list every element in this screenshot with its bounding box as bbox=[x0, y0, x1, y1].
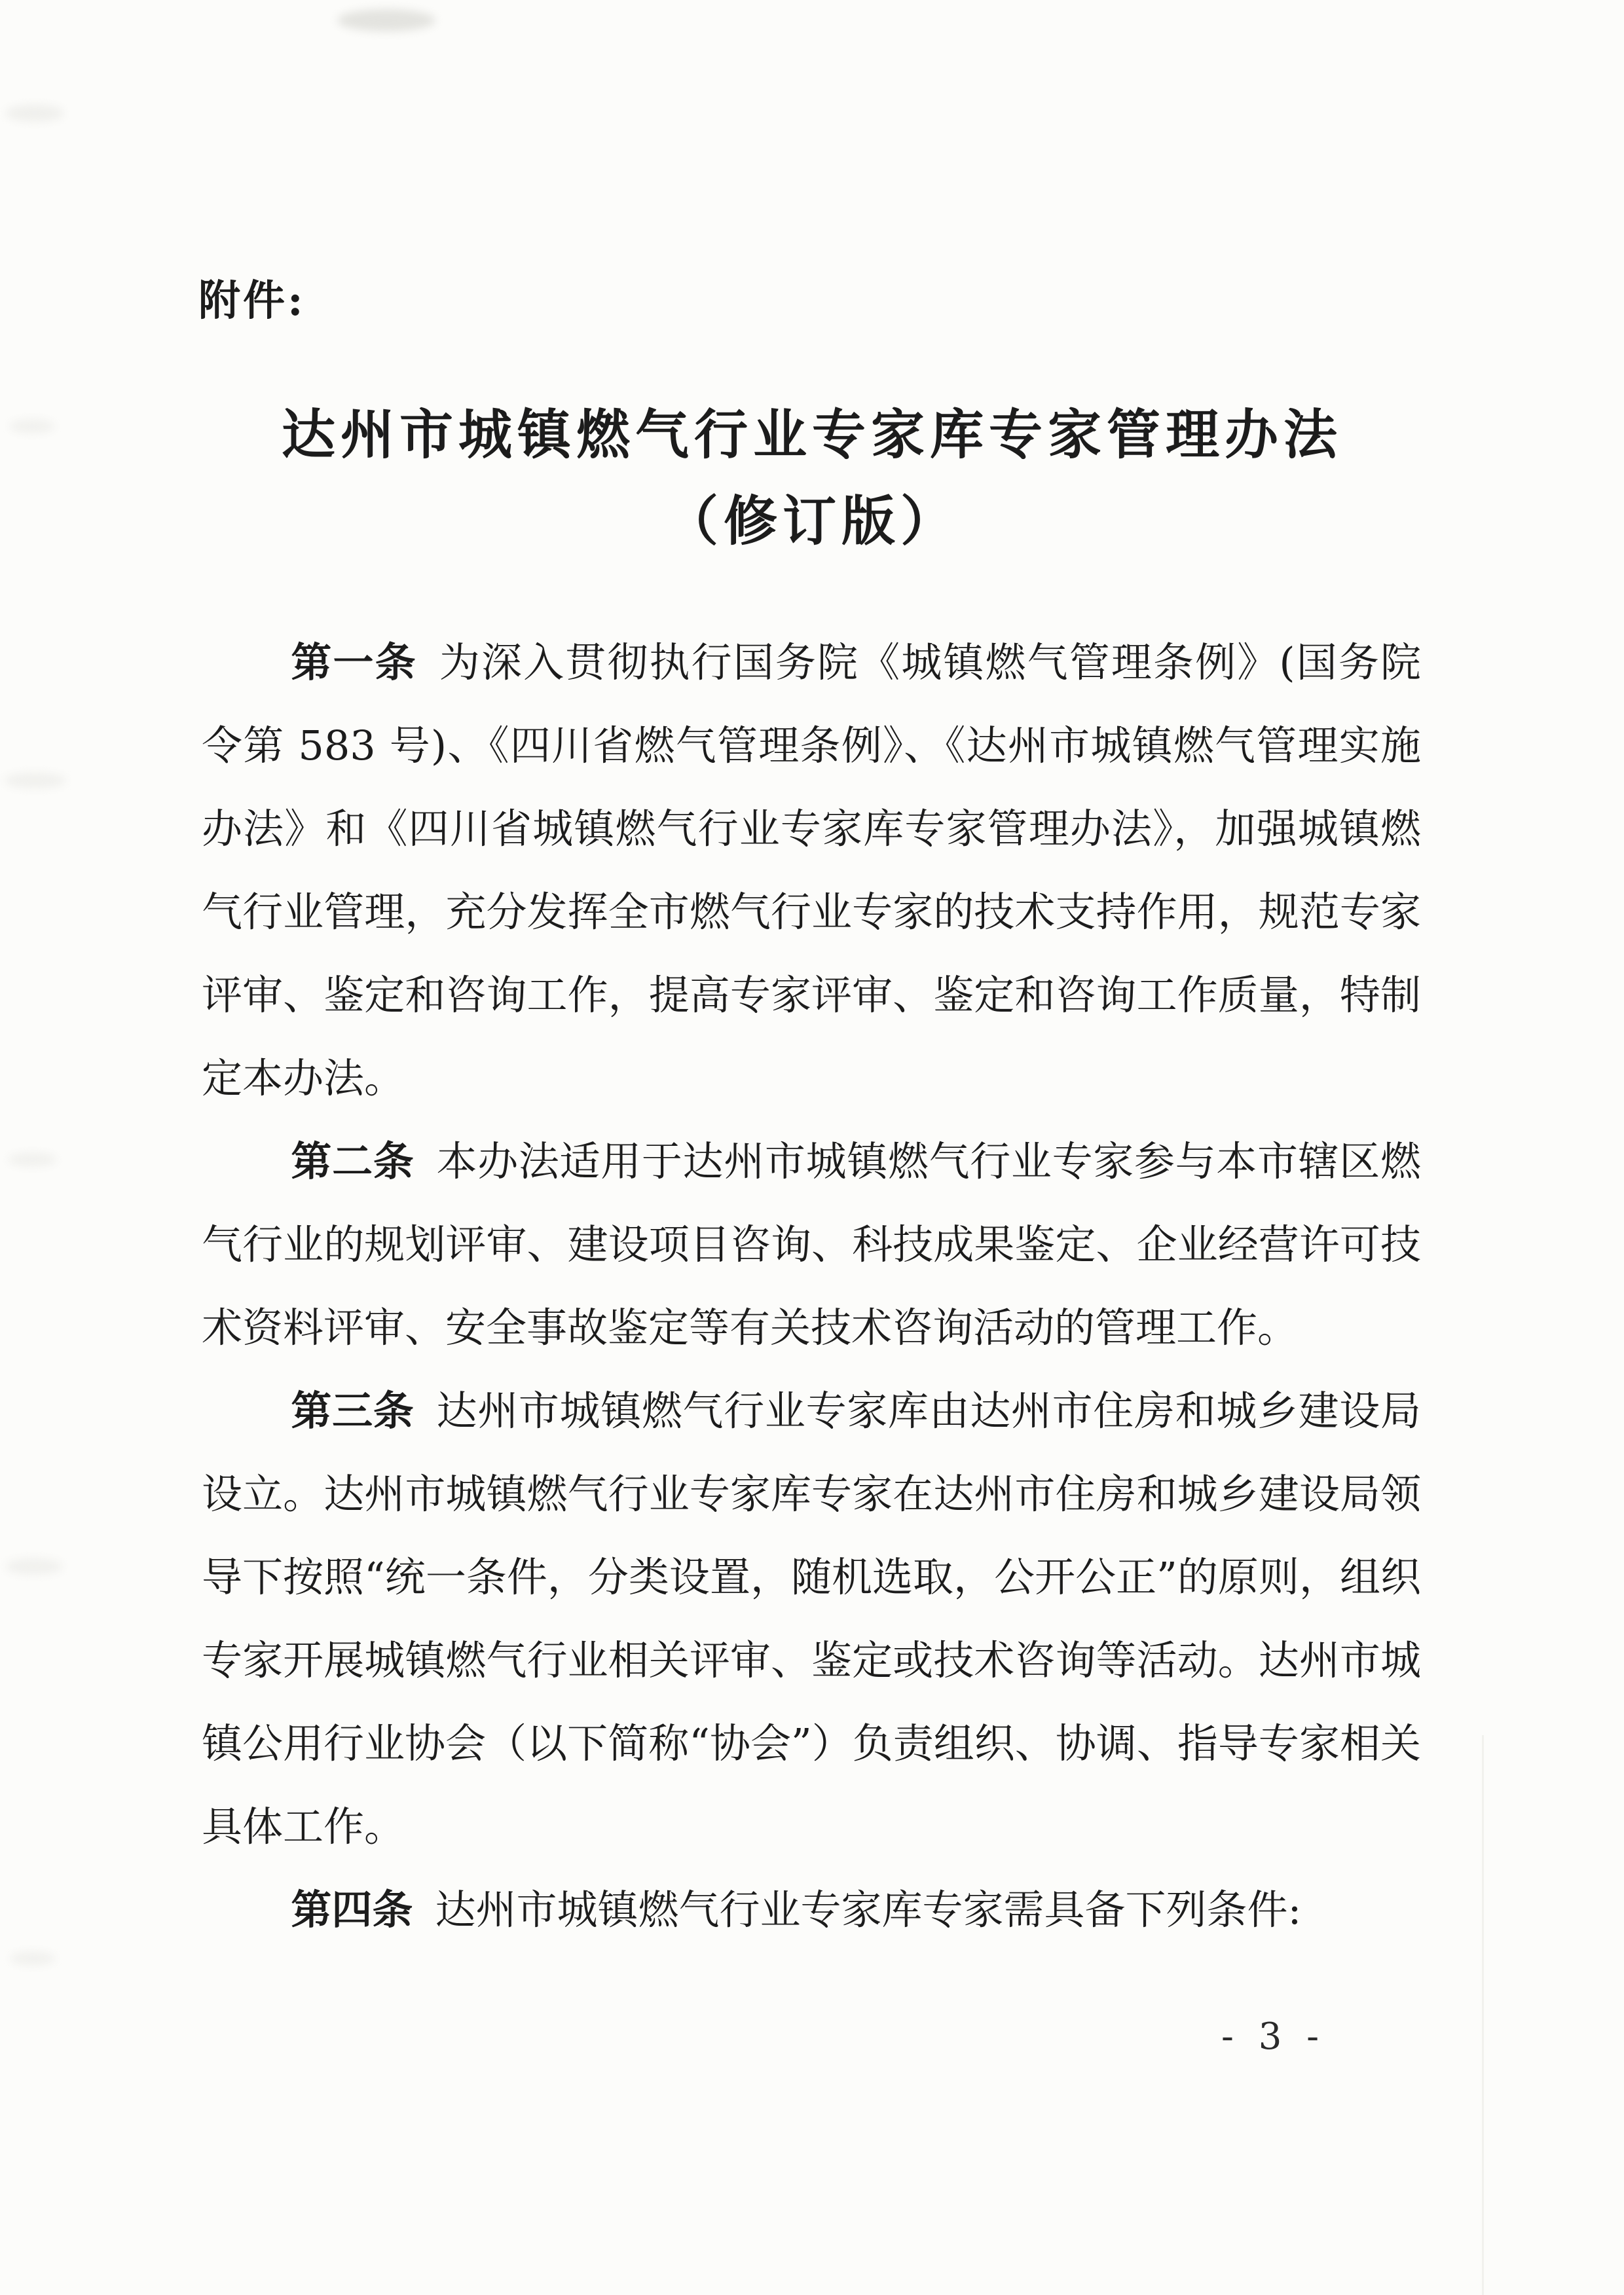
scan-edge-line bbox=[1482, 1735, 1484, 2295]
article-3-label: 第三条 bbox=[291, 1387, 415, 1435]
article-4-label: 第四条 bbox=[291, 1886, 413, 1934]
article-1-text: 为深入贯彻执行国务院《城镇燃气管理条例》(国务院令第 583 号)、《四川省燃气管理条例》、《达州市城镇燃气管理实施办法》和《四川省城镇燃气行业专家库专家管理办法》，加强城镇燃气行业管理，充分发挥全市燃气行业专家的技术支持作用，规范专家评审、鉴定和咨询工作，提高专家评审、鉴定和咨询工作质量，特制定本办法。 bbox=[202, 638, 1421, 1102]
article-3-text: 达州市城镇燃气行业专家库由达州市住房和城乡建设局设立。达州市城镇燃气行业专家库专家在达州市住房和城乡建设局领导下按照“统一条件，分类设置，随机选取，公开公正”的原则，组织专家开展城镇燃气行业相关评审、鉴定或技术咨询等活动。达州市城镇公用行业协会（以下简称“协会”）负责组织、协调、指导专家相关具体工作。 bbox=[202, 1387, 1421, 1850]
title-line-2: （修订版） bbox=[664, 490, 959, 553]
document-body bbox=[202, 621, 1421, 1951]
article-2-label: 第二条 bbox=[291, 1137, 415, 1185]
article-paragraph-4 bbox=[202, 1868, 1421, 1951]
attachment-label: 附件: bbox=[198, 276, 306, 325]
scan-smudge bbox=[5, 1558, 63, 1575]
page-number: - 3 - bbox=[1221, 2015, 1326, 2058]
title-line-1: 达州市城镇燃气行业专家库专家管理办法 bbox=[281, 403, 1342, 466]
scan-smudge bbox=[5, 105, 64, 122]
scan-smudge bbox=[8, 1152, 57, 1167]
document-title bbox=[0, 392, 1624, 564]
article-2-text: 本办法适用于达州市城镇燃气行业专家参与本市辖区燃气行业的规划评审、建设项目咨询、科技成果鉴定、企业经营许可技术资料评审、安全事故鉴定等有关技术咨询活动的管理工作。 bbox=[202, 1137, 1421, 1351]
scan-smudge bbox=[337, 9, 435, 31]
article-1-label: 第一条 bbox=[291, 638, 417, 686]
article-paragraph-3 bbox=[202, 1369, 1421, 1868]
article-4-text: 达州市城镇燃气行业专家库专家需具备下列条件: bbox=[435, 1886, 1302, 1934]
scan-smudge bbox=[10, 1951, 56, 1966]
article-paragraph-2 bbox=[202, 1120, 1421, 1369]
scan-smudge bbox=[4, 773, 66, 788]
article-paragraph-1 bbox=[202, 621, 1421, 1120]
